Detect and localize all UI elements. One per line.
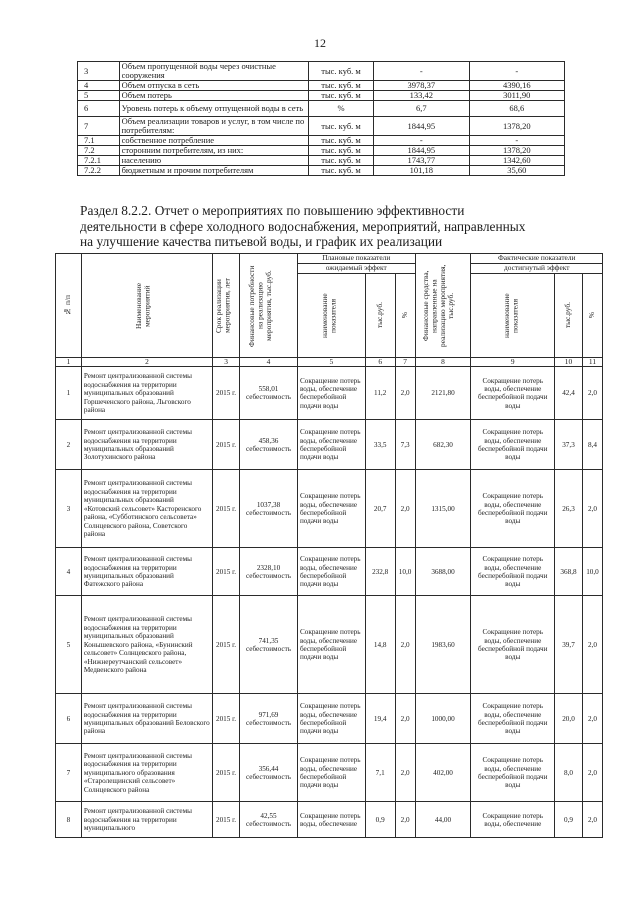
indicator-name: населению xyxy=(119,156,308,166)
header-num: № п/п xyxy=(56,254,82,358)
measure-term: 2015 г. xyxy=(213,470,240,548)
fin-need: 971,69 себестоимость xyxy=(240,694,298,744)
header-ind-name: наименование показателя xyxy=(297,274,365,358)
column-number: 11 xyxy=(582,358,602,367)
column-number: 2 xyxy=(81,358,212,367)
indicator-row xyxy=(78,81,565,91)
header-fin-spent: Финансовые средства, направленные на реализацию мероприятия, тыс.руб. xyxy=(415,254,471,358)
indicator-row xyxy=(78,91,565,101)
indicator-name: Объем пропущенной воды через очистные сооружения xyxy=(119,62,308,81)
fin-need: 558,01 себестоимость xyxy=(240,367,298,420)
column-numbers-row xyxy=(56,358,603,367)
expected-pct: 2,0 xyxy=(395,802,415,838)
fin-spent: 402,00 xyxy=(415,744,471,802)
achieved-effect: Сокращение потерь воды, обеспечение бесперебойной подачи воды xyxy=(471,596,555,694)
table-row xyxy=(56,802,603,838)
measure-name: Ремонт централизованной системы водоснабжения на территории муниципальных образований Золотухинского района xyxy=(81,420,212,470)
fin-spent: 1315,00 xyxy=(415,470,471,548)
achieved-effect: Сокращение потерь воды, обеспечение бесперебойной подачи воды xyxy=(471,470,555,548)
row-num: 4 xyxy=(56,548,82,596)
fin-spent: 44,00 xyxy=(415,802,471,838)
expected-thous: 14,8 xyxy=(365,596,395,694)
header-achieved: достигнутый эффект xyxy=(471,264,603,274)
expected-effect: Сокращение потерь воды, обеспечение бесперебойной подачи воды xyxy=(297,470,365,548)
indicator-row xyxy=(78,156,565,166)
measure-term: 2015 г. xyxy=(213,420,240,470)
fin-spent: 1000,00 xyxy=(415,694,471,744)
row-num: 5 xyxy=(56,596,82,694)
header-thous: тыс.руб. xyxy=(365,274,395,358)
header-actual: Фактические показатели xyxy=(471,254,603,264)
indicator-row xyxy=(78,136,565,146)
row-num: 8 xyxy=(56,802,82,838)
fin-spent: 3688,00 xyxy=(415,548,471,596)
indicator-row xyxy=(78,62,565,81)
table-row xyxy=(56,596,603,694)
achieved-effect: Сокращение потерь воды, обеспечение бесперебойной подачи воды xyxy=(471,694,555,744)
indicator-value-fact: 4390,16 xyxy=(469,81,565,91)
header-expected: ожидаемый эффект xyxy=(297,264,415,274)
measure-term: 2015 г. xyxy=(213,744,240,802)
indicator-value-plan: 1743,77 xyxy=(374,156,469,166)
indicator-value-fact: 1342,60 xyxy=(469,156,565,166)
indicator-unit: тыс. куб. м xyxy=(309,62,374,81)
measure-term: 2015 г. xyxy=(213,802,240,838)
indicator-num: 4 xyxy=(78,81,120,91)
achieved-thous: 37,3 xyxy=(555,420,583,470)
expected-effect: Сокращение потерь воды, обеспечение бесперебойной подачи воды xyxy=(297,367,365,420)
measure-name: Ремонт централизованной системы водоснабжения на территории муниципальных образований «Котовский сельсовет» Касторенского района, «Субботинского сельсовета» Солнцевского района, Советского района xyxy=(81,470,212,548)
heading-line-1: Раздел 8.2.2. Отчет о мероприятиях по повышению эффективности xyxy=(80,203,465,218)
indicator-num: 5 xyxy=(78,91,120,101)
expected-effect: Сокращение потерь воды, обеспечение бесперебойной подачи воды xyxy=(297,548,365,596)
achieved-pct: 2,0 xyxy=(582,744,602,802)
measure-term: 2015 г. xyxy=(213,694,240,744)
header-term: Срок реализации мероприятия, лет xyxy=(213,254,240,358)
indicator-name: Уровень потерь к объему отпущенной воды в сеть xyxy=(119,101,308,117)
measure-term: 2015 г. xyxy=(213,596,240,694)
indicator-name: Объем потерь xyxy=(119,91,308,101)
fin-need: 2328,10 себестоимость xyxy=(240,548,298,596)
header-name: Наименование мероприятий xyxy=(81,254,212,358)
column-number: 9 xyxy=(471,358,555,367)
header-fin-need: Финансовые потребности на реализацию мероприятия, тыс.руб. xyxy=(240,254,298,358)
indicator-row xyxy=(78,117,565,136)
expected-effect: Сокращение потерь воды, обеспечение бесперебойной подачи воды xyxy=(297,420,365,470)
achieved-pct: 2,0 xyxy=(582,470,602,548)
measure-term: 2015 г. xyxy=(213,548,240,596)
expected-effect: Сокращение потерь воды, обеспечение бесперебойной подачи воды xyxy=(297,596,365,694)
expected-thous: 19,4 xyxy=(365,694,395,744)
indicator-unit: тыс. куб. м xyxy=(309,91,374,101)
indicator-value-plan: - xyxy=(374,62,469,81)
column-number: 10 xyxy=(555,358,583,367)
achieved-thous: 26,3 xyxy=(555,470,583,548)
column-number: 6 xyxy=(365,358,395,367)
row-num: 3 xyxy=(56,470,82,548)
achieved-pct: 10,0 xyxy=(582,548,602,596)
achieved-thous: 368,8 xyxy=(555,548,583,596)
column-number: 1 xyxy=(56,358,82,367)
column-number: 5 xyxy=(297,358,365,367)
section-heading xyxy=(80,203,570,250)
achieved-pct: 2,0 xyxy=(582,694,602,744)
column-number: 8 xyxy=(415,358,471,367)
top-indicators-table xyxy=(77,61,565,176)
indicator-unit: тыс. куб. м xyxy=(309,81,374,91)
indicator-value-fact: - xyxy=(469,62,565,81)
indicator-row xyxy=(78,101,565,117)
row-num: 1 xyxy=(56,367,82,420)
indicator-value-fact: 35,60 xyxy=(469,166,565,176)
indicator-unit: тыс. куб. м xyxy=(309,166,374,176)
expected-pct: 10,0 xyxy=(395,548,415,596)
fin-spent: 2121,80 xyxy=(415,367,471,420)
achieved-pct: 8,4 xyxy=(582,420,602,470)
expected-thous: 33,5 xyxy=(365,420,395,470)
header-thous-2: тыс.руб. xyxy=(555,274,583,358)
indicator-value-plan: 3978,37 xyxy=(374,81,469,91)
column-number: 4 xyxy=(240,358,298,367)
measure-name: Ремонт централизованной системы водоснабжения на территории муниципального xyxy=(81,802,212,838)
row-num: 7 xyxy=(56,744,82,802)
table-row xyxy=(56,744,603,802)
expected-thous: 232,8 xyxy=(365,548,395,596)
achieved-effect: Сокращение потерь воды, обеспечение бесперебойной подачи воды xyxy=(471,420,555,470)
header-pct-2: % xyxy=(582,274,602,358)
indicator-value-fact: 3011,90 xyxy=(469,91,565,101)
expected-thous: 0,9 xyxy=(365,802,395,838)
expected-thous: 20,7 xyxy=(365,470,395,548)
header-pct: % xyxy=(395,274,415,358)
fin-spent: 1983,60 xyxy=(415,596,471,694)
achieved-thous: 42,4 xyxy=(555,367,583,420)
row-num: 2 xyxy=(56,420,82,470)
fin-need: 1037,38 себестоимость xyxy=(240,470,298,548)
indicator-row xyxy=(78,166,565,176)
achieved-thous: 0,9 xyxy=(555,802,583,838)
table-row xyxy=(56,367,603,420)
measure-name: Ремонт централизованной системы водоснабжения на территории муниципальных образований Конышевского района, «Бунинский сельсовет» Солнцевского района, «Нижнереутчанский сельсовет» Медвенского района xyxy=(81,596,212,694)
measure-name: Ремонт централизованной системы водоснабжения на территории муниципального образования «Старолещинский сельсовет» Солнцевского района xyxy=(81,744,212,802)
page-number: 12 xyxy=(314,36,326,50)
expected-effect: Сокращение потерь воды, обеспечение бесперебойной подачи воды xyxy=(297,744,365,802)
expected-thous: 11,2 xyxy=(365,367,395,420)
indicator-name: сторонним потребителям, из них: xyxy=(119,146,308,156)
achieved-pct: 2,0 xyxy=(582,367,602,420)
header-planned: Плановые показатели xyxy=(297,254,415,264)
indicator-unit: тыс. куб. м xyxy=(309,117,374,136)
fin-need: 356,44 себестоимость xyxy=(240,744,298,802)
indicator-value-fact: - xyxy=(469,136,565,146)
achieved-effect: Сокращение потерь воды, обеспечение xyxy=(471,802,555,838)
achieved-effect: Сокращение потерь воды, обеспечение бесперебойной подачи воды xyxy=(471,744,555,802)
expected-effect: Сокращение потерь воды, обеспечение бесперебойной подачи воды xyxy=(297,694,365,744)
indicator-name: Объем отпуска в сеть xyxy=(119,81,308,91)
indicator-num: 3 xyxy=(78,62,120,81)
measure-name: Ремонт централизованной системы водоснабжения на территории муниципальных образований Фатежского района xyxy=(81,548,212,596)
indicator-unit: тыс. куб. м xyxy=(309,156,374,166)
table-row xyxy=(56,694,603,744)
header-ind-name-2: наименование показателя xyxy=(471,274,555,358)
indicator-name: Объем реализации товаров и услуг, в том числе по потребителям: xyxy=(119,117,308,136)
indicator-value-plan: - xyxy=(374,136,469,146)
achieved-effect: Сокращение потерь воды, обеспечение бесперебойной подачи воды xyxy=(471,367,555,420)
fin-spent: 682,30 xyxy=(415,420,471,470)
expected-pct: 2,0 xyxy=(395,470,415,548)
measure-name: Ремонт централизованной системы водоснабжения на территории муниципальных образований Горшеченского района, Льговского района xyxy=(81,367,212,420)
fin-need: 42,55 себестоимость xyxy=(240,802,298,838)
fin-need: 741,35 себестоимость xyxy=(240,596,298,694)
indicator-num: 7.1 xyxy=(78,136,120,146)
indicator-value-fact: 1378,20 xyxy=(469,117,565,136)
achieved-pct: 2,0 xyxy=(582,596,602,694)
indicator-row xyxy=(78,146,565,156)
fin-need: 458,36 себестоимость xyxy=(240,420,298,470)
indicator-value-plan: 133,42 xyxy=(374,91,469,101)
expected-effect: Сокращение потерь воды, обеспечение xyxy=(297,802,365,838)
achieved-pct: 2,0 xyxy=(582,802,602,838)
table-row xyxy=(56,470,603,548)
achieved-thous: 8,0 xyxy=(555,744,583,802)
indicator-value-plan: 101,18 xyxy=(374,166,469,176)
measures-table xyxy=(55,253,603,838)
heading-line-2: деятельности в сфере холодного водоснабжения, мероприятий, направленных xyxy=(80,218,526,234)
indicator-num: 6 xyxy=(78,101,120,117)
measure-name: Ремонт централизованной системы водоснабжения на территории муниципальных образований Беловского района xyxy=(81,694,212,744)
indicator-num: 7.2.1 xyxy=(78,156,120,166)
heading-line-3: на улучшение качества питьевой воды, и график их реализации xyxy=(80,234,443,249)
table-row xyxy=(56,548,603,596)
indicator-value-fact: 68,6 xyxy=(469,101,565,117)
column-number: 3 xyxy=(213,358,240,367)
achieved-thous: 39,7 xyxy=(555,596,583,694)
indicator-name: собственное потребление xyxy=(119,136,308,146)
expected-pct: 2,0 xyxy=(395,744,415,802)
expected-pct: 2,0 xyxy=(395,694,415,744)
expected-pct: 7,3 xyxy=(395,420,415,470)
indicator-unit: тыс. куб. м xyxy=(309,136,374,146)
expected-pct: 2,0 xyxy=(395,596,415,694)
expected-pct: 2,0 xyxy=(395,367,415,420)
indicator-unit: % xyxy=(309,101,374,117)
achieved-thous: 20,0 xyxy=(555,694,583,744)
indicator-value-fact: 1378,20 xyxy=(469,146,565,156)
indicator-value-plan: 1844,95 xyxy=(374,117,469,136)
indicator-num: 7 xyxy=(78,117,120,136)
indicator-unit: тыс. куб. м xyxy=(309,146,374,156)
indicator-value-plan: 1844,95 xyxy=(374,146,469,156)
indicator-num: 7.2 xyxy=(78,146,120,156)
table-row xyxy=(56,420,603,470)
column-number: 7 xyxy=(395,358,415,367)
indicator-value-plan: 6,7 xyxy=(374,101,469,117)
measure-term: 2015 г. xyxy=(213,367,240,420)
achieved-effect: Сокращение потерь воды, обеспечение бесперебойной подачи воды xyxy=(471,548,555,596)
indicator-name: бюджетным и прочим потребителям xyxy=(119,166,308,176)
indicator-num: 7.2.2 xyxy=(78,166,120,176)
expected-thous: 7,1 xyxy=(365,744,395,802)
row-num: 6 xyxy=(56,694,82,744)
